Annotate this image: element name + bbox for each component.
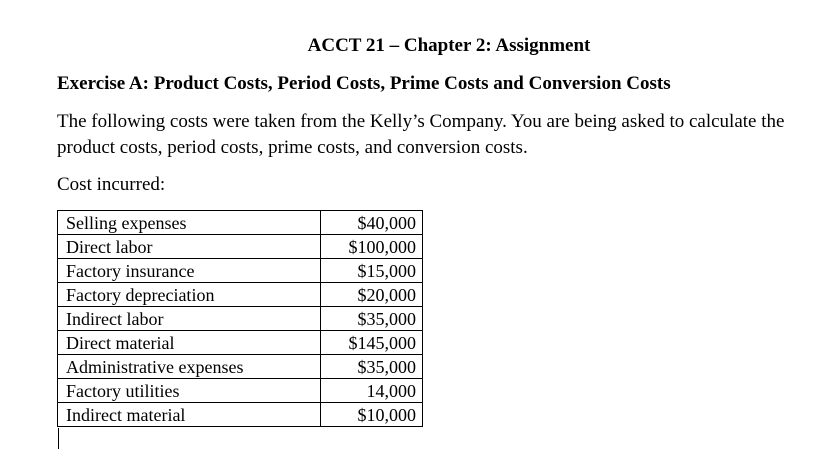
text-cursor <box>58 428 59 449</box>
cost-item-cell[interactable]: Indirect labor <box>58 307 321 331</box>
cost-item-cell[interactable]: Direct material <box>58 331 321 355</box>
cost-item-cell[interactable]: Selling expenses <box>58 211 321 235</box>
table-row <box>58 235 423 259</box>
intro-line: The following costs were taken from the Kelly’s Company. You are being asked to calculate the <box>57 111 785 132</box>
table-row <box>58 307 423 331</box>
cost-amount-cell[interactable]: $35,000 <box>321 355 423 379</box>
cost-incurred-label: Cost incurred: <box>57 174 166 195</box>
cost-table <box>57 210 423 427</box>
intro-paragraph <box>57 109 837 161</box>
cost-amount-cell[interactable]: 14,000 <box>321 379 423 403</box>
cost-item-cell[interactable]: Factory insurance <box>58 259 321 283</box>
cost-amount-cell[interactable]: $10,000 <box>321 403 423 427</box>
table-row <box>58 403 423 427</box>
cost-item-cell[interactable]: Administrative expenses <box>58 355 321 379</box>
cost-amount-cell[interactable]: $145,000 <box>321 331 423 355</box>
cost-item-cell[interactable]: Factory depreciation <box>58 283 321 307</box>
exercise-heading: Exercise A: Product Costs, Period Costs, Prime Costs and Conversion Costs <box>57 73 671 94</box>
table-row <box>58 331 423 355</box>
table-row <box>58 283 423 307</box>
cost-item-cell[interactable]: Indirect material <box>58 403 321 427</box>
cost-amount-cell[interactable]: $15,000 <box>321 259 423 283</box>
table-row <box>58 259 423 283</box>
cost-item-cell[interactable]: Factory utilities <box>58 379 321 403</box>
intro-line: product costs, period costs, prime costs, and conversion costs. <box>57 137 528 158</box>
cost-item-cell[interactable]: Direct labor <box>58 235 321 259</box>
table-row <box>58 379 423 403</box>
cost-amount-cell[interactable]: $35,000 <box>321 307 423 331</box>
cost-amount-cell[interactable]: $40,000 <box>321 211 423 235</box>
table-row <box>58 211 423 235</box>
cost-amount-cell[interactable]: $100,000 <box>321 235 423 259</box>
table-row <box>58 355 423 379</box>
cost-amount-cell[interactable]: $20,000 <box>321 283 423 307</box>
document-title: ACCT 21 – Chapter 2: Assignment <box>307 35 591 56</box>
